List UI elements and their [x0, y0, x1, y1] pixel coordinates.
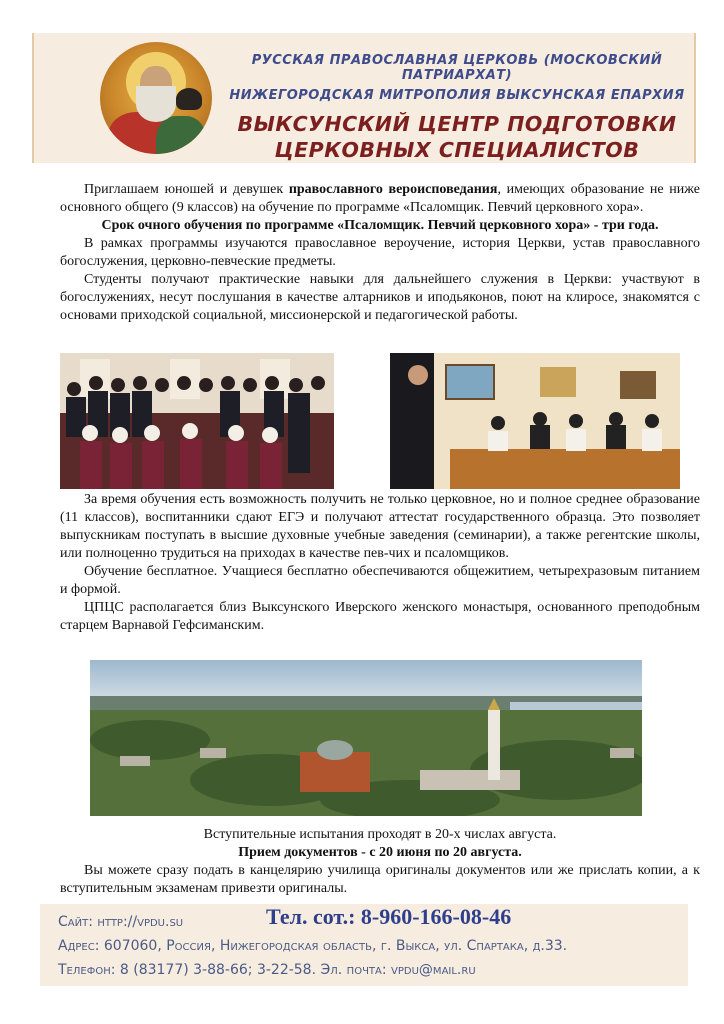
intro-paragraph-duration: Срок очного обучения по программе «Псаломщик. Певчий церковного хора» - три года. [101, 218, 659, 233]
classroom-photo [390, 353, 680, 489]
phone-email: Телефон: 8 (83177) 3-88-66; 3-22-58. Эл. почта: vpdu@mail.ru [58, 962, 476, 978]
header-diocese: НИЖЕГОРОДСКАЯ МИТРОПОЛИЯ ВЫКСУНСКАЯ ЕПАРХИЯ [229, 88, 685, 103]
header-text [222, 47, 692, 163]
header-church-name: РУССКАЯ ПРАВОСЛАВНАЯ ЦЕРКОВЬ (МОСКОВСКИЙ ПАТРИАРХАТ) [251, 53, 663, 83]
postal-address: Адрес: 607060, Россия, Нижегородская область, г. Выкса, ул. Спартака, д.33. [58, 938, 568, 954]
choir-photo [60, 353, 334, 489]
admission-instructions: Вы можете сразу подать в канцелярию училища оригиналы документов или же прислать копии, а к вступительным экзаменам привезти оригиналы. [60, 863, 700, 896]
middle-text [60, 491, 700, 635]
middle-paragraph-1: За время обучения есть возможность получить не только церковное, но и полное среднее образование (11 классов), воспитанники сдают ЕГЭ и получают аттестат государственного образца. Это позволяет выпускникам поступать в высшие духовные учебные заведения (семинарии), а также регентские школы, или полноценно трудиться на приходах в качестве пев-чих и псаломщиков. [60, 492, 700, 561]
header-title-line1: ВЫКСУНСКИЙ ЦЕНТР ПОДГОТОВКИ [237, 112, 677, 136]
header-center-title [222, 111, 692, 163]
saint-icon-image [100, 42, 212, 154]
intro-paragraph-1: Приглашаем юношей и девушек православного вероисповедания, имеющих образование не ниже основного общего (9 классов) на обучение по программе «Псаломщик. Певчий церковного хора». [60, 182, 700, 215]
header-title-line2: ЦЕРКОВНЫХ СПЕЦИАЛИСТОВ [274, 138, 640, 162]
bold-orthodox: православного вероисповедания [288, 182, 498, 197]
intro-text [60, 181, 700, 325]
contact-footer [40, 904, 688, 986]
intro-paragraph-3: В рамках программы изучаются православное вероучение, история Церкви, устав православного богослужения, церковно-певческие предметы. [60, 236, 700, 269]
monastery-aerial-photo [90, 660, 642, 816]
mobile-phone: Тел. сот.: 8-960-166-08-46 [266, 904, 512, 929]
admission-text [60, 826, 700, 898]
admission-documents-dates: Прием документов - с 20 июня по 20 августа. [238, 845, 522, 860]
middle-paragraph-2: Обучение бесплатное. Учащиеся бесплатно обеспечиваются общежитием, четырехразовым питанием и формой. [60, 564, 700, 597]
header-banner [32, 33, 696, 163]
intro-paragraph-4: Студенты получают практические навыки для дальнейшего служения в Церкви: участвуют в богослужениях, несут послушания в качестве алтарников и иподьяконов, поют на клиросе, знакомятся с основами приходской социальной, миссионерской и педагогической работы. [60, 272, 700, 323]
admission-exams: Вступительные испытания проходят в 20-х числах августа. [203, 827, 557, 842]
middle-paragraph-3: ЦПЦС располагается близ Выксунского Иверского женского монастыря, основанного преподобным старцем Варнавой Гефсиманским. [60, 600, 700, 633]
site-url[interactable]: Сайт: http://vpdu.su [58, 914, 184, 930]
